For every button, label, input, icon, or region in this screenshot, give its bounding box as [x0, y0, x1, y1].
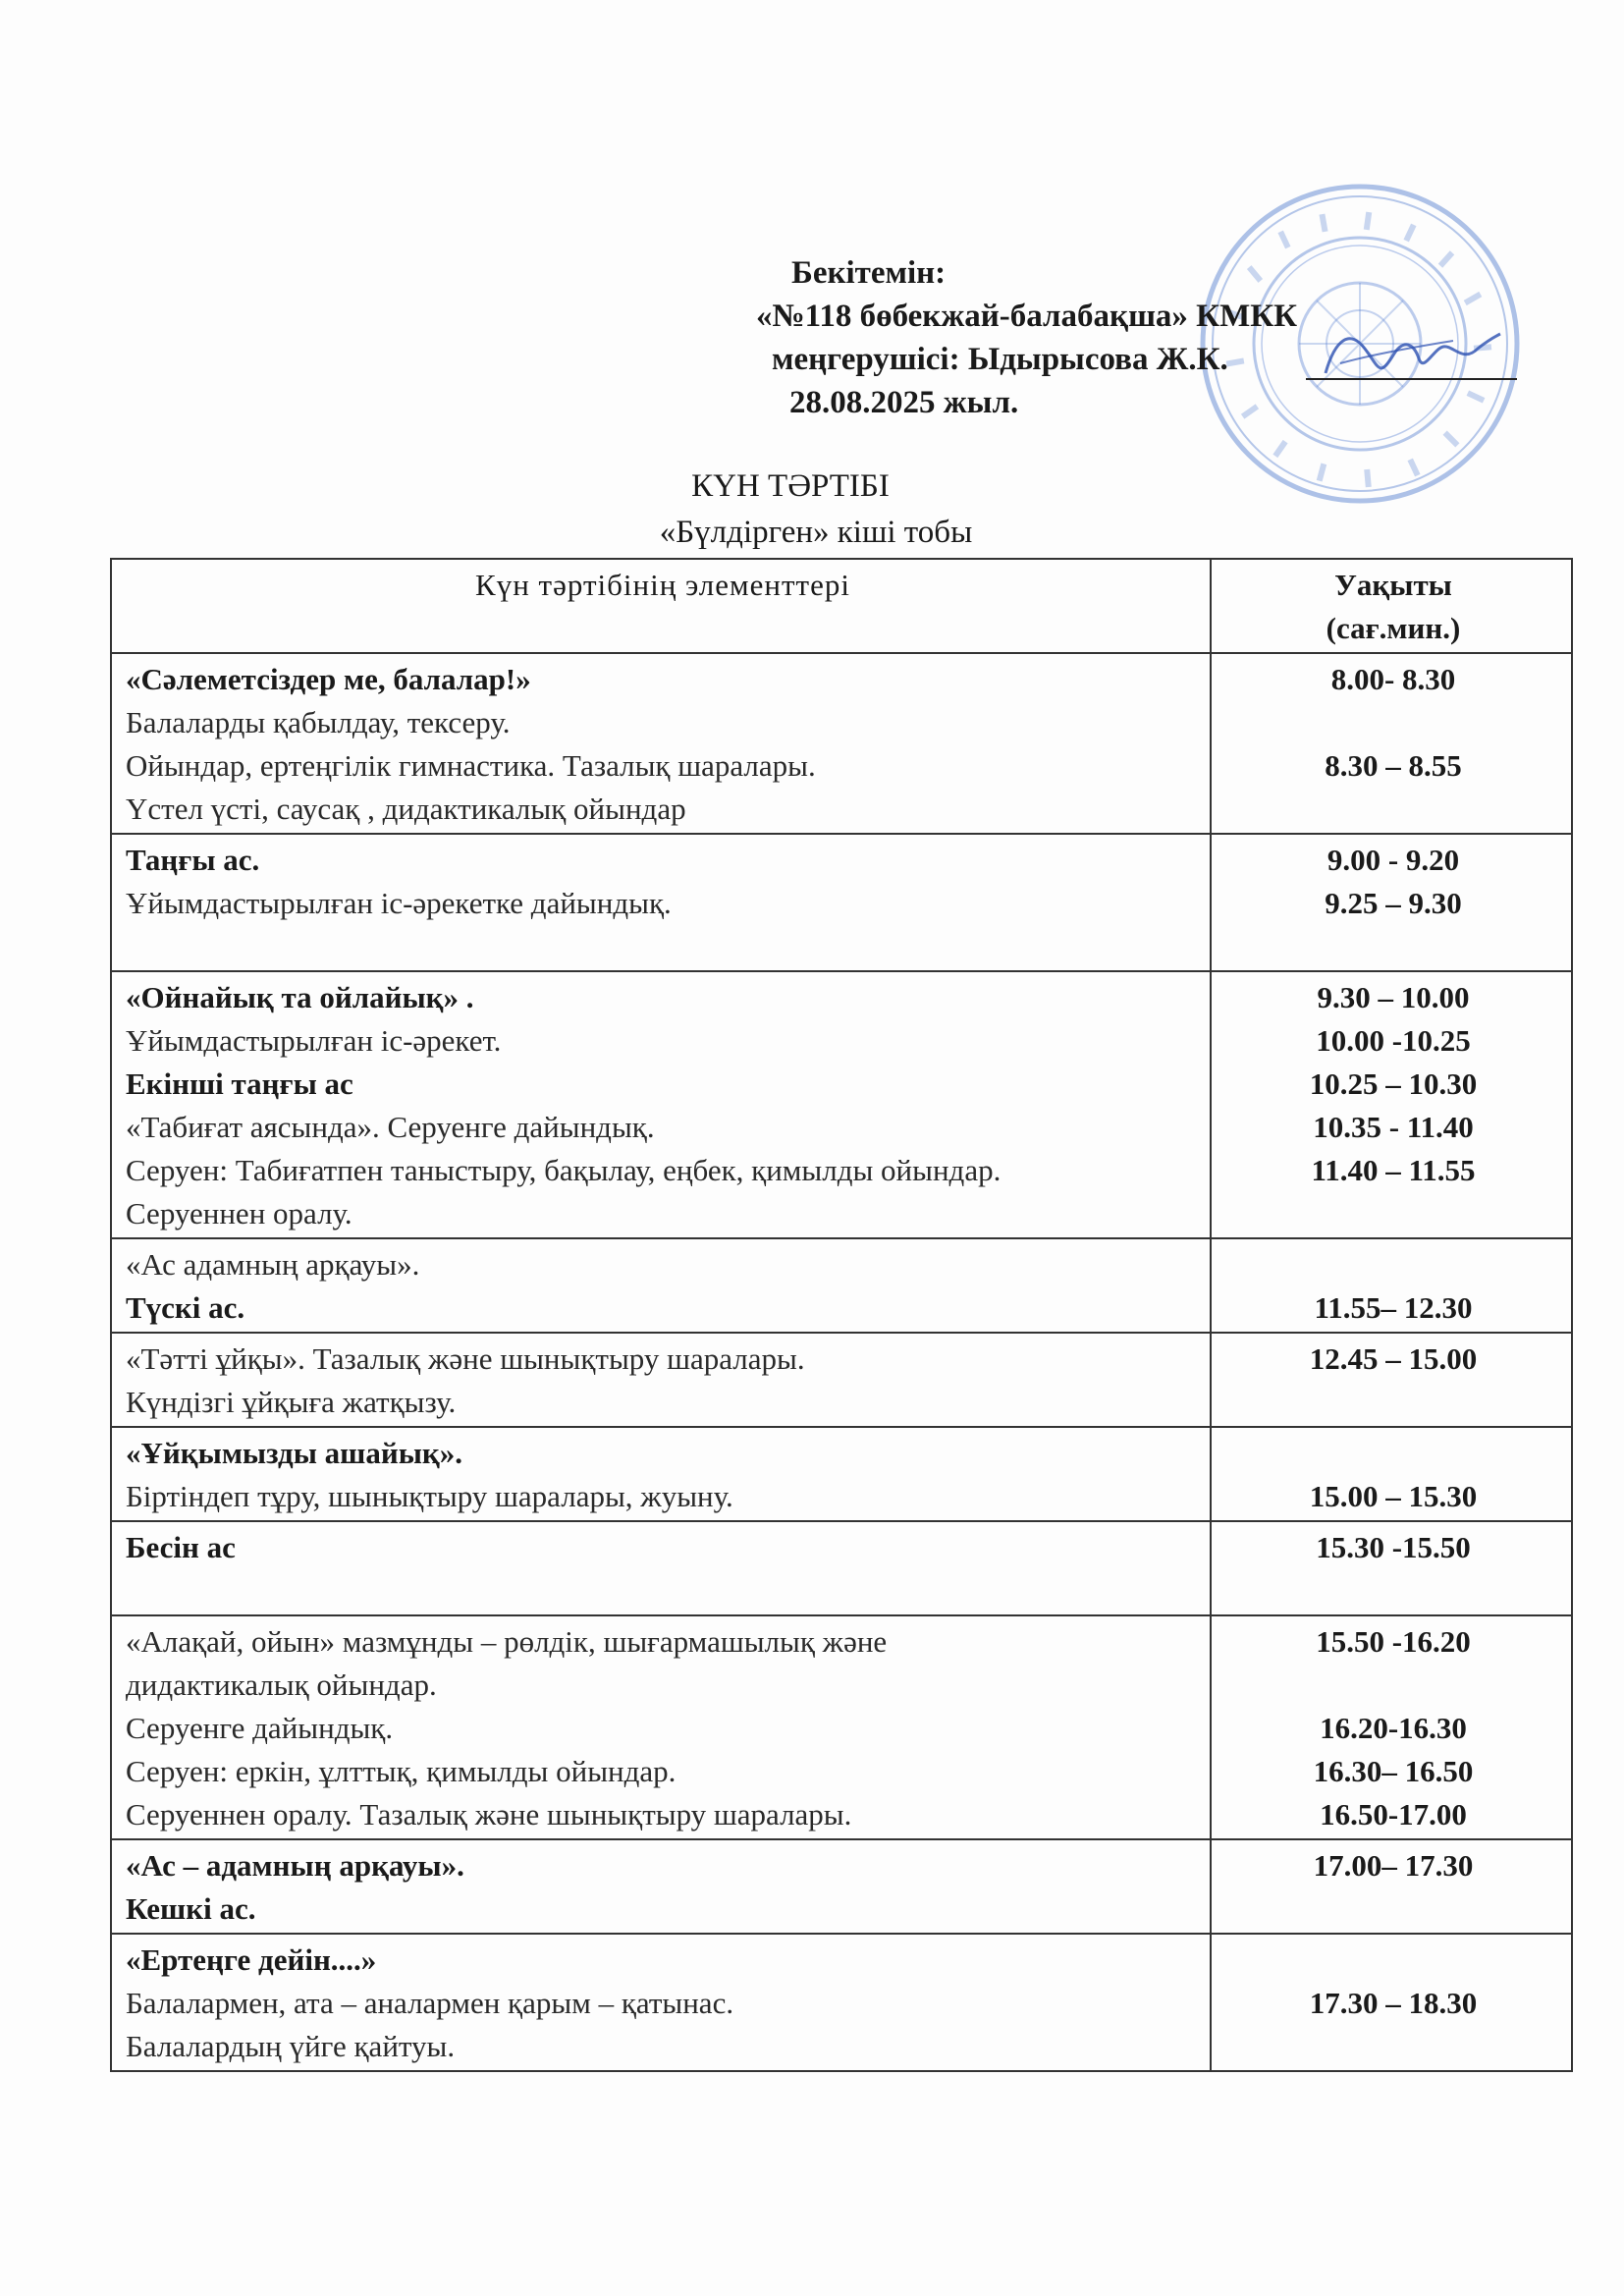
- activity-text: Біртіндеп тұру, шынықтыру шаралары, жуыну.: [126, 1479, 733, 1513]
- table-row: [111, 1238, 1572, 1333]
- time-range: 9.25 – 9.30: [1325, 886, 1462, 920]
- time-range: 8.30 – 8.55: [1325, 748, 1462, 783]
- time-cell: [1211, 1839, 1572, 1934]
- time-range: 15.00 – 15.30: [1309, 1479, 1478, 1513]
- time-range: [1225, 2025, 1561, 2068]
- activity-text: [126, 1569, 1200, 1613]
- time-range: 16.20-16.30: [1320, 1711, 1467, 1745]
- activity-cell: [111, 834, 1211, 971]
- time-cell: [1211, 1238, 1572, 1333]
- time-range: 10.00 -10.25: [1316, 1023, 1471, 1058]
- activity-text: Серуеннен оралу. Тазалық және шынықтыру шаралары.: [126, 1797, 852, 1831]
- table-row: [111, 1427, 1572, 1521]
- activity-text: Балалармен, ата – аналармен қарым – қатынас.: [126, 1986, 734, 2020]
- approval-date: 28.08.2025 жыл.: [789, 385, 1019, 420]
- time-range: 9.00 - 9.20: [1326, 843, 1460, 877]
- time-range: 15.30 -15.50: [1316, 1530, 1471, 1564]
- time-range: [1225, 1381, 1561, 1424]
- activity-text: Серуен: Табиғатпен таныстыру, бақылау, еңбек, қимылды ойындар.: [126, 1153, 1001, 1187]
- time-range: [1225, 1569, 1561, 1613]
- time-cell: [1211, 1521, 1572, 1615]
- time-range: 11.40 – 11.55: [1311, 1153, 1476, 1187]
- approval-heading: Бекітемін:: [791, 255, 947, 291]
- signature-line: [1306, 378, 1517, 380]
- time-cell: [1211, 1615, 1572, 1839]
- activity-text: Бесін ас: [126, 1530, 236, 1564]
- time-range: [1225, 1243, 1561, 1286]
- activity-text: Кешкі ас.: [126, 1891, 256, 1926]
- table-row: [111, 971, 1572, 1238]
- activity-cell: [111, 653, 1211, 834]
- header-elements: Күн тәртібінің элементтері: [111, 559, 1211, 653]
- table-row: [111, 653, 1572, 834]
- header-time: [1211, 559, 1572, 653]
- activity-text: [126, 925, 1200, 968]
- activity-text: «Тәтті ұйқы». Тазалық және шынықтыру шаралары.: [126, 1341, 805, 1376]
- activity-text: дидактикалық ойындар.: [126, 1667, 437, 1702]
- daily-schedule-table: [110, 558, 1573, 2072]
- table-header-row: [111, 559, 1572, 653]
- activity-text: Ұйымдастырылған іс-әрекетке дайындық.: [126, 886, 672, 920]
- time-cell: [1211, 971, 1572, 1238]
- activity-text: Ұйымдастырылған іс-әрекет.: [126, 1023, 502, 1058]
- activity-text: «Ойнайық та ойлайық» .: [126, 980, 474, 1014]
- time-range: 12.45 – 15.00: [1309, 1341, 1478, 1376]
- approval-institution: «№118 бөбекжай-балабақша» КМКК: [756, 299, 1298, 334]
- approval-block: [756, 251, 1384, 424]
- time-range: [1225, 1887, 1561, 1931]
- time-cell: [1211, 653, 1572, 834]
- header-time-label: Уақыты: [1334, 568, 1452, 602]
- activity-text: Үстел үсті, саусақ , дидактикалық ойындар: [126, 792, 686, 826]
- activity-text: Серуенге дайындық.: [126, 1711, 394, 1745]
- activity-text: «Ас адамның арқауы».: [126, 1247, 420, 1282]
- activity-text: Серуен: еркін, ұлттық, қимылды ойындар.: [126, 1754, 677, 1788]
- activity-cell: [111, 1238, 1211, 1333]
- time-range: [1225, 1432, 1561, 1475]
- time-range: 17.00– 17.30: [1313, 1848, 1474, 1883]
- activity-cell: [111, 971, 1211, 1238]
- activity-cell: [111, 1427, 1211, 1521]
- time-range: 8.00- 8.30: [1330, 662, 1456, 696]
- time-range: [1225, 1192, 1561, 1235]
- document-title: КҮН ТӘРТІБІ: [691, 468, 890, 504]
- time-range: 17.30 – 18.30: [1309, 1986, 1478, 2020]
- group-name: «Бүлдірген» кіші тобы: [659, 515, 973, 550]
- activity-text: «Табиғат аясында». Серуенге дайындық.: [126, 1110, 655, 1144]
- table-row: [111, 1615, 1572, 1839]
- activity-text: «Ертеңге дейін....»: [126, 1942, 377, 1977]
- time-cell: [1211, 1427, 1572, 1521]
- activity-cell: [111, 1521, 1211, 1615]
- table-row: [111, 1839, 1572, 1934]
- activity-text: Күндізгі ұйқыға жатқызу.: [126, 1385, 457, 1419]
- activity-cell: [111, 1615, 1211, 1839]
- time-range: 11.55– 12.30: [1314, 1290, 1473, 1325]
- time-range: 16.30– 16.50: [1313, 1754, 1474, 1788]
- header-time-unit: (сағ.мин.): [1326, 611, 1461, 645]
- time-range: 10.35 - 11.40: [1313, 1110, 1474, 1144]
- activity-text: Серуеннен оралу.: [126, 1196, 352, 1230]
- activity-text: Балаларды қабылдау, тексеру.: [126, 705, 511, 739]
- activity-text: «Ас – адамның арқауы».: [126, 1848, 464, 1883]
- activity-text: Екінші таңғы ас: [126, 1066, 353, 1101]
- time-cell: [1211, 1934, 1572, 2071]
- activity-text: Балалардың үйге қайтуы.: [126, 2029, 456, 2063]
- activity-text: Түскі ас.: [126, 1290, 245, 1325]
- time-range: [1225, 701, 1561, 744]
- time-range: [1225, 1939, 1561, 1982]
- activity-cell: [111, 1934, 1211, 2071]
- time-range: 10.25 – 10.30: [1309, 1066, 1478, 1101]
- time-range: 15.50 -16.20: [1316, 1624, 1471, 1659]
- table-row: [111, 834, 1572, 971]
- time-cell: [1211, 1333, 1572, 1427]
- activity-text: «Сәлеметсіздер ме, балалар!»: [126, 662, 531, 696]
- activity-text: «Алақай, ойын» мазмұнды – рөлдік, шығармашылық және: [126, 1624, 888, 1659]
- table-row: [111, 1521, 1572, 1615]
- time-range: [1225, 925, 1561, 968]
- table-row: [111, 1934, 1572, 2071]
- time-range: [1225, 788, 1561, 831]
- activity-cell: [111, 1333, 1211, 1427]
- time-cell: [1211, 834, 1572, 971]
- activity-text: Таңғы ас.: [126, 843, 260, 877]
- time-range: 9.30 – 10.00: [1317, 980, 1470, 1014]
- activity-cell: [111, 1839, 1211, 1934]
- approval-head-name: меңгерушісі: Ыдырысова Ж.К.: [772, 342, 1228, 377]
- table-row: [111, 1333, 1572, 1427]
- time-range: 16.50-17.00: [1320, 1797, 1467, 1831]
- activity-text: «Ұйқымызды ашайық».: [126, 1436, 463, 1470]
- activity-text: Ойындар, ертеңгілік гимнастика. Тазалық шаралары.: [126, 748, 816, 783]
- time-range: [1225, 1664, 1561, 1707]
